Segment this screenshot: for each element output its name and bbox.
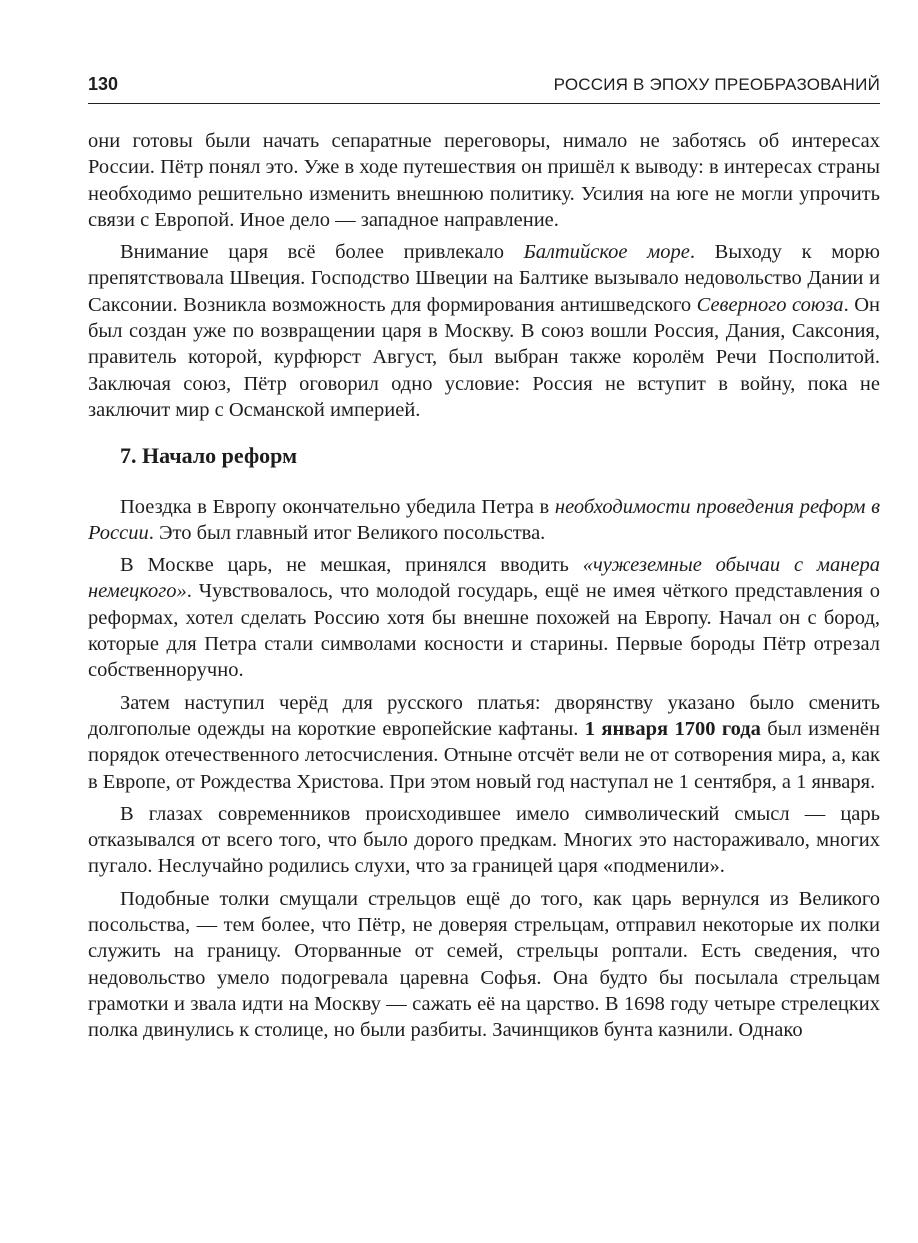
page-number: 130 — [88, 74, 119, 94]
paragraph-3-text-2: . Это был главный итог Великого посольства. — [148, 521, 546, 544]
running-title: РОССИЯ В ЭПОХУ ПРЕОБРАЗОВАНИЙ — [553, 75, 880, 94]
section-heading: 7. Начало реформ — [120, 443, 298, 469]
paragraph-4-text-1: В Москве царь, не мешкая, принялся вводить — [120, 554, 583, 577]
paragraph-4-italic: «чужеземные обычаи с манера немецкого» — [88, 554, 880, 603]
paragraph-4-text-2: . Чувствовалось, что молодой государь, ещё не имея чёткого представления о реформах, хотел сделать Россию хотя бы внешне похожей на Европу. Начал он с бород, которые для Петра стали символами косности и старины. Первые бороды Пётр отрезал собственноручно. — [88, 580, 880, 682]
paragraph-3-italic: необходимости проведения реформ в России — [88, 495, 880, 544]
paragraph-2 — [88, 239, 880, 423]
paragraph-2-text-3: . Он был создан уже по возвращении царя в Москву. В союз вошли Россия, Дания, Саксония, правитель которой, курфюрст Август, был выбран также королём Речи Посполитой. Заключая союз, Пётр оговорил одно условие: Россия не вступит в войну, пока не заключит мир с Османской империей. — [88, 293, 881, 421]
paragraph-2-text-1: Внимание царя всё более привлекало — [120, 241, 524, 264]
paragraph-2-italic-northern-union: Северного союза — [696, 293, 844, 316]
paragraph-5-text-2: был изменён порядок отечественного летосчисления. Отныне отсчёт вели не от сотворения мира, а, как в Европе, от Рождества Христова. При этом новый год наступал не 1 сентября, а 1 января. — [88, 717, 880, 793]
paragraph-2-italic-baltic-sea: Балтийское море — [523, 241, 690, 264]
paragraph-5 — [88, 690, 880, 795]
paragraph-3-text-1: Поездка в Европу окончательно убедила Петра в — [120, 495, 555, 518]
page-header — [88, 74, 880, 102]
paragraph-4 — [88, 552, 880, 683]
paragraph-5-bold-date: 1 января 1700 года — [584, 717, 761, 740]
paragraph-3 — [88, 494, 880, 547]
header-divider — [88, 103, 880, 104]
paragraph-6: В глазах современников происходившее имело символический смысл — царь отказывался от всего того, что было дорого предкам. Многих это настораживало, многих пугало. Неслучайно родились слухи, что за границей царя «подменили». — [88, 802, 880, 878]
page-body — [88, 128, 880, 1050]
paragraph-2-text-2: . Выходу к морю препятствовала Швеция. Господство Швеции на Балтике вызывало недовольство Дании и Саксонии. Возникла возможность для формирования антишведского — [88, 241, 880, 316]
paragraph-1: они готовы были начать сепаратные переговоры, нимало не заботясь об интересах России. Пётр понял это. Уже в ходе путешествия он пришёл к выводу: в интересах страны необходимо решительно изменить внешнюю политику. Усилия на юге не могли упрочить связи с Европой. Иное дело — западное направление. — [88, 130, 880, 231]
paragraph-7: Подобные толки смущали стрельцов ещё до того, как царь вернулся из Великого посольства, — тем более, что Пётр, не доверяя стрельцам, отправил некоторые их полки служить на границу. Оторванные от семей, стрельцы роптали. Есть сведения, что недовольство умело подогревала царевна Софья. Она будто бы посылала стрельцам грамотки и звала идти на Москву — сажать её на царство. В 1698 году четыре стрелецких полка двинулись к столице, но были разбиты. Зачинщиков бунта казнили. Однако — [88, 887, 880, 1042]
paragraph-5-text-1: Затем наступил черёд для русского платья: дворянству указано было сменить долгополые одежды на короткие европейские кафтаны. — [88, 691, 880, 740]
